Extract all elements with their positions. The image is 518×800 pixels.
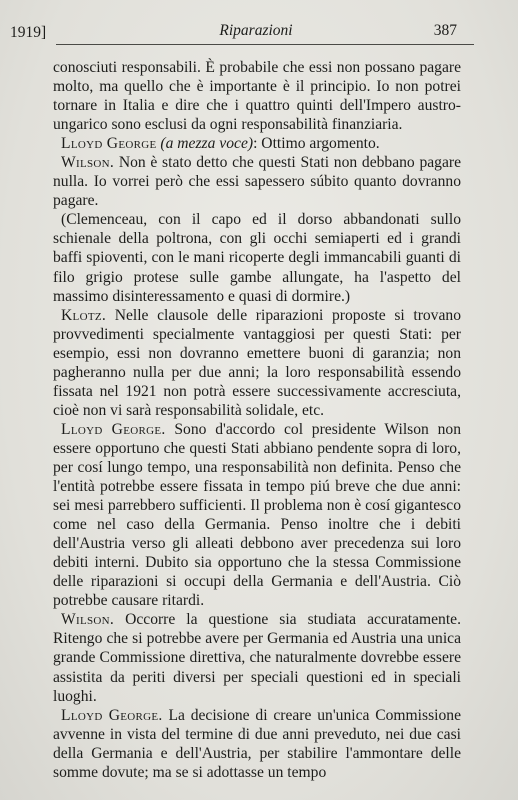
paragraph-8 [53, 706, 461, 782]
paragraph-text: Non è stato detto che questi Stati non debbano pagare nulla. Io vorrei però che essi sapessero súbito quanto dovranno pagare. [53, 154, 461, 210]
paragraph-7 [53, 610, 461, 705]
body-text [53, 58, 461, 782]
page-number: 387 [433, 22, 457, 39]
paragraph-5 [53, 306, 461, 420]
header-title: Riparazioni [219, 22, 293, 39]
paragraph-text: (Clemenceau, con il capo ed il dorso abbandonati sullo schienale della poltrona, con gli occhi semiaperti ed i grandi baffi spioventi, con le mani ricoperte degli immancabili guanti di filo grigio protese sulle gambe allungate, ha l'aspetto del massimo disinteressamento e quasi di dormire.) [53, 211, 461, 305]
header-rule [56, 44, 474, 45]
paragraph-text: Occorre la questione sia studiata accuratamente. Ritengo che si potrebbe avere per Germania ed Austria una unica grande Commissione direttiva, che naturalmente dovrebbe essere assistita da periti diversi per speciali questioni ed in speciali luoghi. [53, 611, 461, 705]
paragraph-4 [53, 210, 461, 305]
speaker-name: Wilson. [61, 611, 115, 629]
paragraph-6 [53, 420, 461, 610]
speaker-name: Wilson. [61, 154, 115, 172]
running-header [10, 20, 502, 42]
paragraph-1 [53, 58, 461, 134]
speaker-name: Lloyd George. [61, 420, 166, 438]
paragraph-2 [53, 134, 461, 153]
paragraph-text: conosciuti responsabili. È probabile che essi non possano pagare molto, ma quello che è importante è il principio. Io non potrei tornare in Italia e dire che i quattro quinti dell'Impero austro-ungarico sono esclusi da ogni responsabilità finanziaria. [53, 59, 461, 134]
speaker-name: Lloyd George [61, 135, 157, 153]
stage-direction: (a mezza voce) [160, 135, 254, 153]
paragraph-3 [53, 153, 461, 210]
header-year: 1919] [10, 24, 47, 41]
paragraph-text: Nelle clausole delle riparazioni proposte si trovano provvedimenti specialmente vantaggiosi per questi Stati: per esempio, essi non dovranno emettere buoni di garanzia; non pagheranno nulla per due anni; la loro responsabilità essendo fissata nel 1921 non potrà essere successivamente accresciuta, cioè non vi sarà responsabilità solidale, etc. [53, 306, 461, 419]
paragraph-text: Sono d'accordo col presidente Wilson non essere opportuno che questi Stati abbiano pendente sopra di loro, per cosí lungo tempo, una responsabilità non definita. Penso che l'entità potrebbe essere fissata in tempo piú breve che due anni: sei mesi parrebbero sufficienti. Il problema non è cosí gigantesco come nel caso della Germania. Penso inoltre che i debiti dell'Austria verso gli alleati debbono aver precedenza sui loro debiti interni. Dubito sia opportuno che la stessa Commissione delle riparazioni si occupi della Germania e dell'Austria. Ciò potrebbe causare ritardi. [53, 420, 461, 610]
paragraph-text: La decisione di creare un'unica Commissione avvenne in vista del termine di due anni preveduto, nei due casi della Germania e dell'Austria, per stabilire l'ammontare delle somme dovute; ma se si adottasse un tempo [53, 706, 461, 781]
speaker-name: Klotz. [61, 306, 107, 324]
paragraph-text: : Ottimo argomento. [253, 135, 380, 153]
speaker-name: Lloyd George. [61, 706, 163, 724]
